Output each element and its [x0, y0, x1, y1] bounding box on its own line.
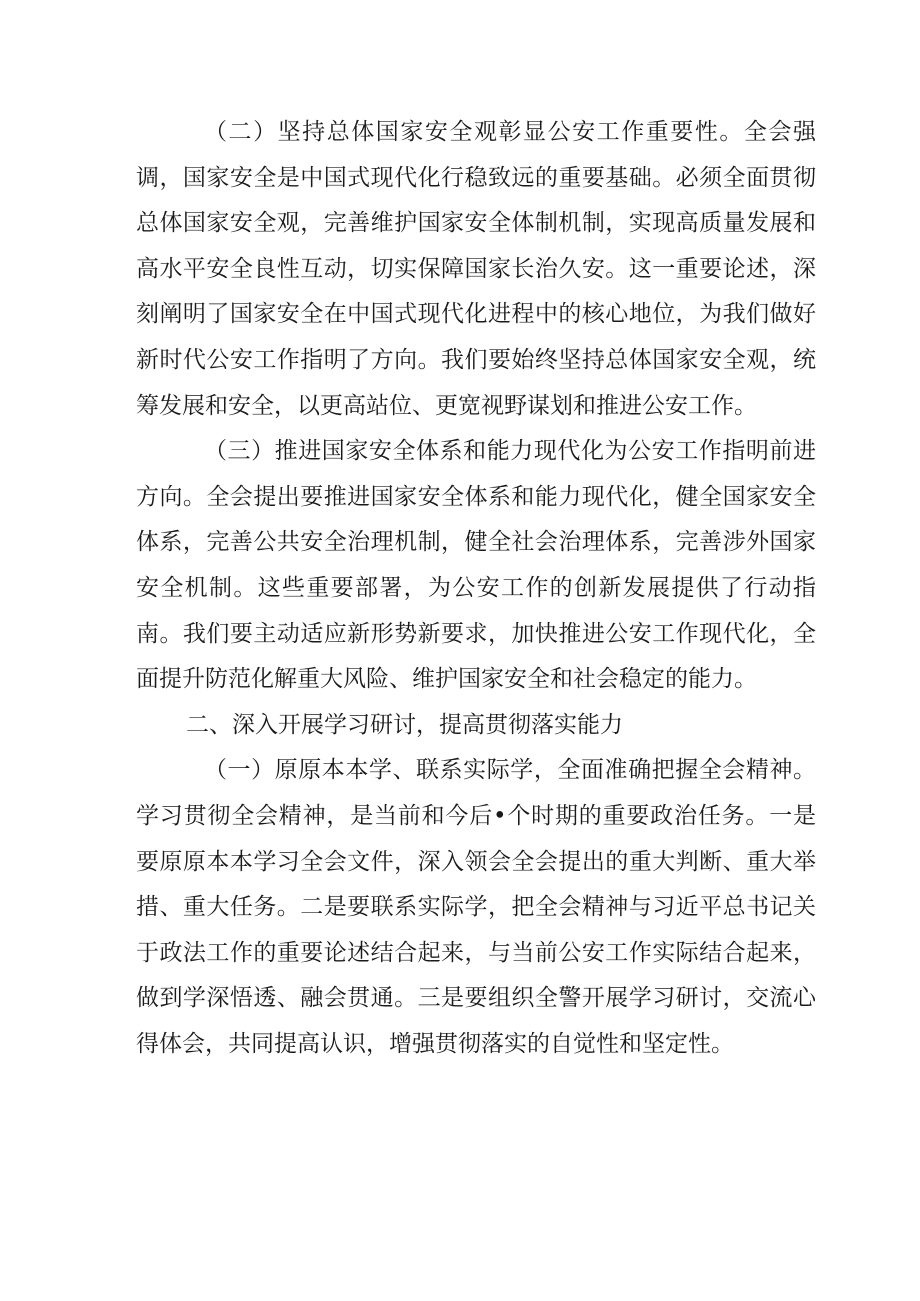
section-heading-study: 二、深入开展学习研讨，提高贯彻落实能力: [186, 711, 623, 738]
paragraph-security-modernization: （三）推进国家安全体系和能力现代化为公安工作指明前进方向。全会提出要推进国家安全体系和能力现代化，健全国家安全体系，完善公共安全治理机制，健全社会治理体系，完善涉外国家安全机制。这些重要部署，为公安工作的创新发展提供了行动指南。我们要主动适应新形势新要求，加快推进公安工作现代化，全面提升防范化解重大风险、维护国家安全和社会稳定的能力。: [136, 438, 816, 693]
paragraph-national-security-view: （二）坚持总体国家安全观彰显公安工作重要性。全会强调，国家安全是中国式现代化行稳致远的重要基础。必须全面贯彻总体国家安全观，完善维护国家安全体制机制，实现高质量发展和高水平安全良性互动，切实保障国家长治久安。这一重要论述，深刻阐明了国家安全在中国式现代化进程中的核心地位，为我们做好新时代公安工作指明了方向。我们要始终坚持总体国家安全观，统筹发展和安全，以更高站位、更宽视野谋划和推进公安工作。: [136, 119, 816, 419]
paragraph-study-original-texts: （一）原原本本学、联系实际学，全面准确把握全会精神。学习贯彻全会精神，是当前和今后•个时期的重要政治任务。一是要原原本本学习全会文件，深入领会全会提出的重大判断、重大举措、重大任务。二是要联系实际学，把全会精神与习近平总书记关于政法工作的重要论述结合起来，与当前公安工作实际结合起来，做到学深悟透、融会贯通。三是要组织全警开展学习研讨，交流心得体会，共同提高认识，增强贯彻落实的自觉性和坚定性。: [136, 757, 816, 1057]
document-page: [136, 110, 816, 1067]
